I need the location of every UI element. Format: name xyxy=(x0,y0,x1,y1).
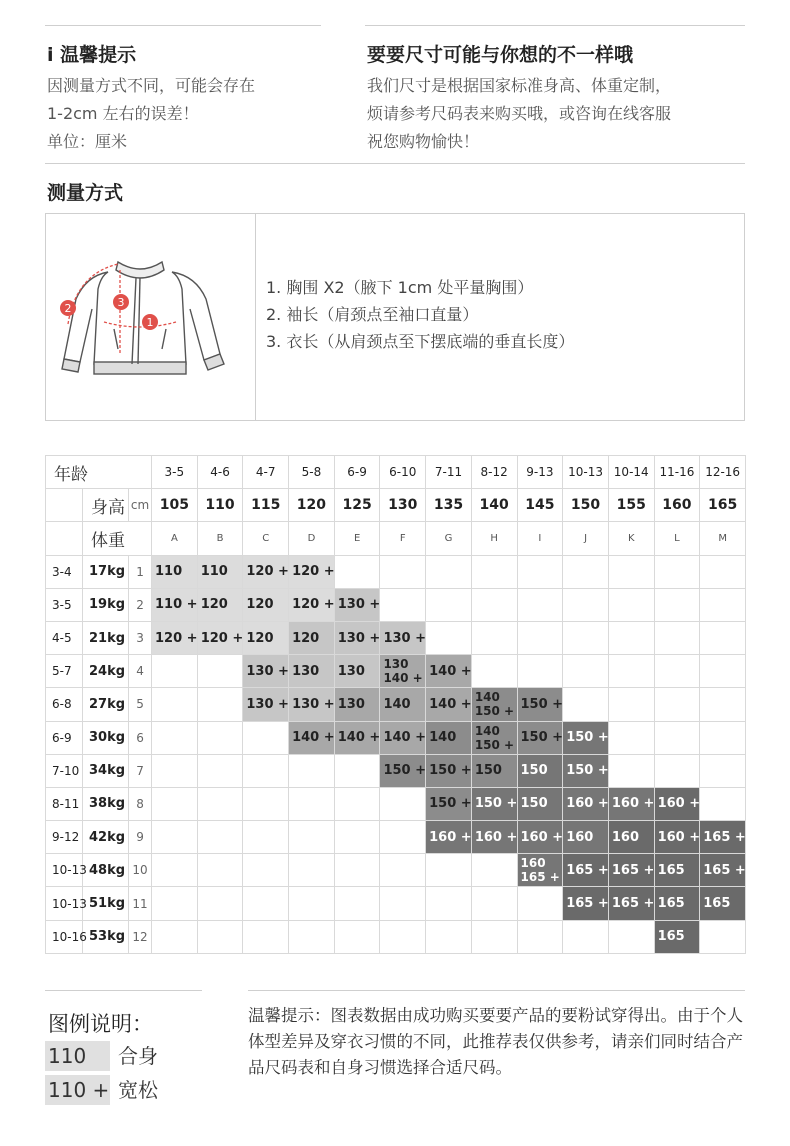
size-cell-value: 130 140 + xyxy=(383,657,423,686)
size-cell: 150 + xyxy=(426,787,472,820)
size-cell xyxy=(289,754,335,787)
age-range-cell: 10-14 xyxy=(608,456,654,489)
size-cell: 160 + xyxy=(471,821,517,854)
size-cell xyxy=(289,821,335,854)
row-age: 6-8 xyxy=(46,688,83,721)
size-cell: 120 + xyxy=(197,621,243,654)
size-cell xyxy=(152,688,198,721)
size-cell: 165 + xyxy=(700,854,746,887)
size-cell xyxy=(563,555,609,588)
legend-fit-sample: 110 xyxy=(45,1041,110,1071)
size-cell xyxy=(471,721,517,754)
tip-right-body: 我们尺寸是根据国家标准身高、体重定制， 烦请参考尺码表来购买哦，或咨询在线客服 祝您购物愉快！ xyxy=(367,76,672,151)
method-box xyxy=(45,213,745,421)
height-cell: 115 xyxy=(243,489,289,522)
size-cell: 160 xyxy=(608,821,654,854)
height-cell: 135 xyxy=(426,489,472,522)
row-age: 7-10 xyxy=(46,754,83,787)
size-cell: 140 + xyxy=(426,688,472,721)
row-index: 5 xyxy=(129,688,152,721)
size-cell: 150 + xyxy=(380,754,426,787)
tip-left-title: i 温馨提示 xyxy=(47,44,137,66)
size-cell: 130 + xyxy=(243,655,289,688)
size-cell xyxy=(197,688,243,721)
size-cell: 140 xyxy=(380,688,426,721)
size-cell xyxy=(197,787,243,820)
height-unit: cm xyxy=(129,489,152,522)
age-header-row xyxy=(46,456,746,489)
height-cell: 140 xyxy=(471,489,517,522)
size-cell xyxy=(380,588,426,621)
age-range-cell: 4-7 xyxy=(243,456,289,489)
row-index: 6 xyxy=(129,721,152,754)
size-cell xyxy=(197,920,243,953)
size-row xyxy=(46,588,746,621)
bottom-tip-rule xyxy=(248,990,745,991)
letter-cell: B xyxy=(197,522,243,555)
size-cell xyxy=(197,655,243,688)
size-cell xyxy=(608,621,654,654)
size-cell: 120 + xyxy=(289,588,335,621)
size-cell xyxy=(243,920,289,953)
size-cell: 150 + xyxy=(517,721,563,754)
age-range-cell: 3-5 xyxy=(152,456,198,489)
size-cell-value: 160 165 + xyxy=(520,856,560,885)
size-cell: 150 + xyxy=(517,688,563,721)
size-cell xyxy=(152,655,198,688)
size-cell xyxy=(517,588,563,621)
size-cell xyxy=(654,588,700,621)
size-cell xyxy=(334,754,380,787)
size-cell xyxy=(471,854,517,887)
age-range-cell: 6-9 xyxy=(334,456,380,489)
age-range-cell: 4-6 xyxy=(197,456,243,489)
row-age: 10-13 xyxy=(46,887,83,920)
size-cell xyxy=(700,920,746,953)
row-age: 3-5 xyxy=(46,588,83,621)
row-weight: 30kg xyxy=(83,721,129,754)
size-cell: 140 + xyxy=(334,721,380,754)
size-cell-value: 140 150 + xyxy=(474,690,515,719)
height-cell: 165 xyxy=(700,489,746,522)
size-cell: 130 + xyxy=(334,588,380,621)
legend-rule xyxy=(45,990,202,991)
size-cell xyxy=(426,854,472,887)
size-cell: 165 + xyxy=(608,887,654,920)
row-weight: 24kg xyxy=(83,655,129,688)
size-cell: 120 + xyxy=(152,621,198,654)
size-cell xyxy=(152,854,198,887)
bottom-tip: 温馨提示：图表数据由成功购买要要产品的要粉试穿得出。由于个人体型差异及穿衣习惯的不同，此推荐表仅供参考，请亲们同时结合产品尺码表和自身习惯选择合适尺码。 xyxy=(248,1006,743,1077)
size-row xyxy=(46,721,746,754)
size-cell xyxy=(334,821,380,854)
size-cell: 150 xyxy=(517,787,563,820)
row-index: 9 xyxy=(129,821,152,854)
section-rule xyxy=(45,163,745,164)
height-cell: 110 xyxy=(197,489,243,522)
legend-fit-label: 合身 xyxy=(118,1044,158,1068)
age-range-cell: 6-10 xyxy=(380,456,426,489)
height-cell: 125 xyxy=(334,489,380,522)
size-cell: 150 + xyxy=(471,787,517,820)
age-range-cell: 9-13 xyxy=(517,456,563,489)
size-cell xyxy=(517,555,563,588)
marker-3 xyxy=(113,294,129,310)
row-index: 11 xyxy=(129,887,152,920)
row-age: 10-16 xyxy=(46,920,83,953)
letter-cell: D xyxy=(289,522,335,555)
weight-header-label: 体重 xyxy=(83,522,152,555)
row-index: 1 xyxy=(129,555,152,588)
size-row xyxy=(46,655,746,688)
size-cell xyxy=(426,555,472,588)
size-cell: 140 + xyxy=(380,721,426,754)
size-cell xyxy=(608,688,654,721)
letter-cell: M xyxy=(700,522,746,555)
top-right-rule xyxy=(365,25,745,26)
svg-text:2: 2 xyxy=(64,302,72,315)
method-item-length: 3. 衣长（从肩颈点至下摆底端的垂直长度） xyxy=(266,332,575,351)
size-cell: 150 xyxy=(471,754,517,787)
size-cell xyxy=(289,787,335,820)
row-weight: 42kg xyxy=(83,821,129,854)
size-cell xyxy=(243,721,289,754)
size-row xyxy=(46,787,746,820)
row-age: 8-11 xyxy=(46,787,83,820)
height-cell: 155 xyxy=(608,489,654,522)
size-cell xyxy=(289,920,335,953)
size-cell: 165 xyxy=(654,854,700,887)
size-cell: 130 xyxy=(334,688,380,721)
size-cell xyxy=(700,588,746,621)
size-cell: 140 + xyxy=(289,721,335,754)
size-cell: 130 xyxy=(289,655,335,688)
size-table xyxy=(45,455,746,946)
size-cell xyxy=(517,655,563,688)
size-cell xyxy=(334,887,380,920)
size-cell xyxy=(471,655,517,688)
row-weight: 48kg xyxy=(83,854,129,887)
size-cell xyxy=(380,887,426,920)
size-cell xyxy=(426,887,472,920)
size-cell xyxy=(654,688,700,721)
size-cell xyxy=(517,887,563,920)
marker-1 xyxy=(142,314,158,330)
row-age: 9-12 xyxy=(46,821,83,854)
size-cell xyxy=(152,821,198,854)
size-cell xyxy=(197,754,243,787)
size-cell: 140 xyxy=(426,721,472,754)
row-index: 3 xyxy=(129,621,152,654)
size-cell: 160 + xyxy=(426,821,472,854)
size-cell xyxy=(563,688,609,721)
size-cell xyxy=(380,555,426,588)
size-cell xyxy=(380,655,426,688)
size-cell xyxy=(700,555,746,588)
blank-cell xyxy=(46,522,83,555)
size-cell xyxy=(608,754,654,787)
row-index: 2 xyxy=(129,588,152,621)
row-age: 6-9 xyxy=(46,721,83,754)
size-row xyxy=(46,555,746,588)
size-cell xyxy=(197,887,243,920)
size-cell xyxy=(334,555,380,588)
size-grid xyxy=(45,455,746,954)
height-cell: 145 xyxy=(517,489,563,522)
size-cell: 150 + xyxy=(563,754,609,787)
size-cell xyxy=(654,721,700,754)
size-cell xyxy=(380,920,426,953)
size-cell xyxy=(152,754,198,787)
size-cell xyxy=(152,887,198,920)
size-cell xyxy=(608,655,654,688)
row-age: 5-7 xyxy=(46,655,83,688)
letter-cell: K xyxy=(608,522,654,555)
tip-left-body: 因测量方式不同，可能会存在 1-2cm 左右的误差！ 单位：厘米 xyxy=(47,76,256,151)
letter-cell: L xyxy=(654,522,700,555)
height-header-label: 身高 xyxy=(83,489,129,522)
size-cell xyxy=(380,787,426,820)
height-header-row xyxy=(46,489,746,522)
size-cell xyxy=(243,854,289,887)
size-cell: 165 xyxy=(654,887,700,920)
size-cell xyxy=(563,588,609,621)
size-cell xyxy=(700,721,746,754)
size-cell xyxy=(471,887,517,920)
row-age: 4-5 xyxy=(46,621,83,654)
letter-cell: F xyxy=(380,522,426,555)
size-cell: 120 xyxy=(243,621,289,654)
size-cell xyxy=(563,655,609,688)
size-cell xyxy=(608,555,654,588)
size-cell xyxy=(700,754,746,787)
size-cell: 160 xyxy=(563,821,609,854)
size-cell xyxy=(700,787,746,820)
method-item-sleeve: 2. 袖长（肩颈点至袖口直量） xyxy=(266,305,479,324)
size-cell xyxy=(334,787,380,820)
size-cell: 160 + xyxy=(517,821,563,854)
size-cell: 110 xyxy=(197,555,243,588)
jacket-illustration xyxy=(46,214,254,420)
size-cell xyxy=(243,821,289,854)
method-divider xyxy=(255,214,256,420)
size-cell xyxy=(380,821,426,854)
size-cell: 160 + xyxy=(654,787,700,820)
size-cell: 150 + xyxy=(563,721,609,754)
size-cell xyxy=(426,621,472,654)
size-row xyxy=(46,754,746,787)
size-cell xyxy=(654,621,700,654)
size-cell: 120 + xyxy=(289,555,335,588)
size-cell xyxy=(517,621,563,654)
legend-title: 图例说明： xyxy=(48,1012,153,1036)
size-cell xyxy=(654,754,700,787)
size-cell: 120 xyxy=(289,621,335,654)
row-index: 4 xyxy=(129,655,152,688)
size-cell: 160 + xyxy=(608,787,654,820)
row-index: 7 xyxy=(129,754,152,787)
height-cell: 120 xyxy=(289,489,335,522)
size-cell: 165 + xyxy=(608,854,654,887)
size-cell xyxy=(471,621,517,654)
size-cell: 165 xyxy=(654,920,700,953)
age-header-label: 年龄 xyxy=(46,456,152,489)
row-weight: 21kg xyxy=(83,621,129,654)
size-cell xyxy=(517,854,563,887)
size-cell xyxy=(608,721,654,754)
size-cell xyxy=(563,920,609,953)
size-cell xyxy=(197,854,243,887)
row-age: 10-13 xyxy=(46,854,83,887)
height-cell: 160 xyxy=(654,489,700,522)
letter-cell: H xyxy=(471,522,517,555)
top-left-rule xyxy=(45,25,321,26)
size-row xyxy=(46,688,746,721)
size-cell xyxy=(700,621,746,654)
size-cell xyxy=(700,655,746,688)
size-cell xyxy=(471,920,517,953)
svg-text:1: 1 xyxy=(146,316,154,329)
letter-cell: A xyxy=(152,522,198,555)
size-cell xyxy=(608,588,654,621)
size-cell xyxy=(426,588,472,621)
size-cell: 160 + xyxy=(654,821,700,854)
letter-cell: C xyxy=(243,522,289,555)
row-index: 12 xyxy=(129,920,152,953)
size-cell xyxy=(289,854,335,887)
marker-2 xyxy=(60,300,76,316)
age-range-cell: 5-8 xyxy=(289,456,335,489)
tip-right-title: 要要尺寸可能与你想的不一样哦 xyxy=(367,44,634,66)
age-range-cell: 12-16 xyxy=(700,456,746,489)
size-cell xyxy=(563,621,609,654)
size-cell: 120 xyxy=(243,588,289,621)
size-cell: 165 xyxy=(700,887,746,920)
row-age: 3-4 xyxy=(46,555,83,588)
height-cell: 105 xyxy=(152,489,198,522)
size-cell xyxy=(152,787,198,820)
method-list xyxy=(266,274,574,355)
size-cell: 120 + xyxy=(243,555,289,588)
size-cell xyxy=(426,920,472,953)
size-row xyxy=(46,920,746,953)
size-cell: 130 + xyxy=(380,621,426,654)
letter-header-row xyxy=(46,522,746,555)
letter-cell: E xyxy=(334,522,380,555)
method-title: 测量方式 xyxy=(47,182,124,204)
letter-cell: I xyxy=(517,522,563,555)
height-cell: 130 xyxy=(380,489,426,522)
size-cell: 150 xyxy=(517,754,563,787)
size-row xyxy=(46,854,746,887)
legend-loose-sample: 110 + xyxy=(45,1075,110,1105)
size-cell: 120 xyxy=(197,588,243,621)
age-range-cell: 8-12 xyxy=(471,456,517,489)
size-cell xyxy=(608,920,654,953)
legend-loose-label: 宽松 xyxy=(118,1078,158,1102)
size-cell xyxy=(334,920,380,953)
size-cell: 165 + xyxy=(700,821,746,854)
size-cell xyxy=(289,887,335,920)
letter-cell: J xyxy=(563,522,609,555)
row-weight: 51kg xyxy=(83,887,129,920)
size-cell xyxy=(243,787,289,820)
size-cell: 110 + xyxy=(152,588,198,621)
size-cell xyxy=(517,920,563,953)
size-cell xyxy=(471,588,517,621)
size-cell xyxy=(152,920,198,953)
row-weight: 38kg xyxy=(83,787,129,820)
size-cell xyxy=(243,887,289,920)
row-index: 8 xyxy=(129,787,152,820)
size-cell xyxy=(197,721,243,754)
size-row xyxy=(46,621,746,654)
row-index: 10 xyxy=(129,854,152,887)
row-weight: 34kg xyxy=(83,754,129,787)
size-cell: 165 + xyxy=(563,887,609,920)
size-cell: 160 + xyxy=(563,787,609,820)
size-cell: 130 + xyxy=(243,688,289,721)
size-cell xyxy=(654,555,700,588)
size-row xyxy=(46,821,746,854)
row-weight: 27kg xyxy=(83,688,129,721)
size-cell: 140 + xyxy=(426,655,472,688)
size-cell xyxy=(243,754,289,787)
size-cell xyxy=(700,688,746,721)
blank-cell xyxy=(46,489,83,522)
size-row xyxy=(46,887,746,920)
size-cell: 130 + xyxy=(334,621,380,654)
row-weight: 53kg xyxy=(83,920,129,953)
info-icon: i xyxy=(47,44,54,66)
row-weight: 19kg xyxy=(83,588,129,621)
svg-text:3: 3 xyxy=(117,296,125,309)
height-cell: 150 xyxy=(563,489,609,522)
method-item-chest: 1. 胸围 X2（腋下 1cm 处平量胸围） xyxy=(266,278,534,297)
size-cell xyxy=(380,854,426,887)
letter-cell: G xyxy=(426,522,472,555)
size-cell xyxy=(197,821,243,854)
size-cell xyxy=(654,655,700,688)
size-cell-value: 140 150 + xyxy=(474,723,515,752)
age-range-cell: 11-16 xyxy=(654,456,700,489)
size-cell: 110 xyxy=(152,555,198,588)
size-cell xyxy=(471,688,517,721)
age-range-cell: 10-13 xyxy=(563,456,609,489)
age-range-cell: 7-11 xyxy=(426,456,472,489)
size-cell: 165 + xyxy=(563,854,609,887)
size-cell: 130 + xyxy=(289,688,335,721)
size-cell xyxy=(471,555,517,588)
size-cell: 130 xyxy=(334,655,380,688)
size-cell xyxy=(334,854,380,887)
row-weight: 17kg xyxy=(83,555,129,588)
size-cell: 150 + xyxy=(426,754,472,787)
size-cell xyxy=(152,721,198,754)
